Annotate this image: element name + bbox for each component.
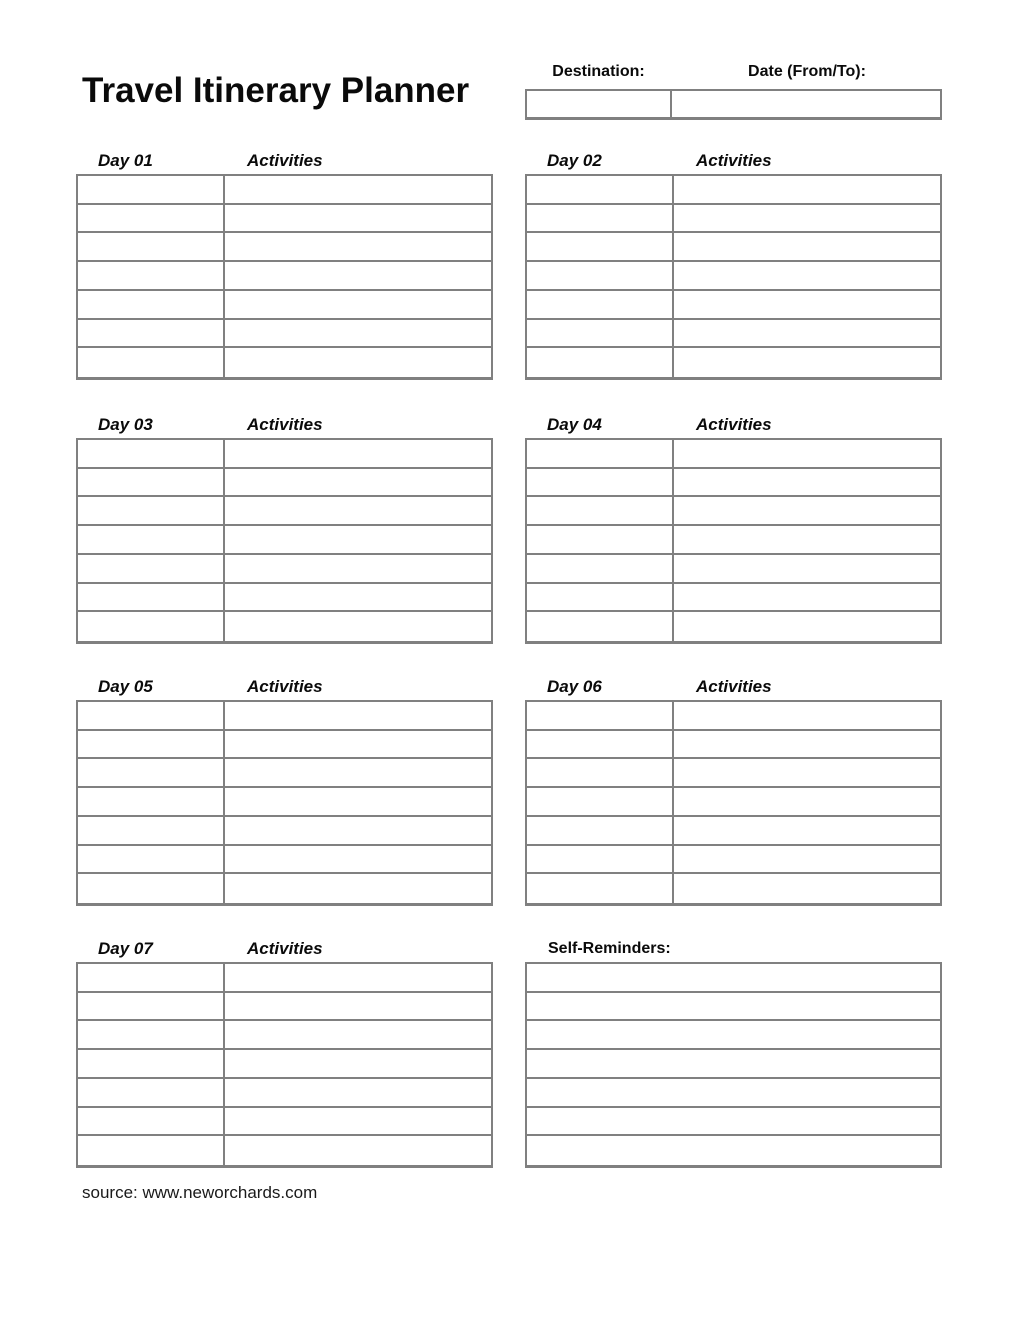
table-row bbox=[527, 262, 940, 291]
table-row bbox=[527, 731, 940, 760]
table-row bbox=[527, 584, 940, 613]
self-reminders-header bbox=[525, 940, 942, 962]
day-01-activity-cell[interactable] bbox=[225, 291, 491, 318]
table-row bbox=[78, 1021, 491, 1050]
day-05-time-cell[interactable] bbox=[78, 788, 225, 815]
self-reminders-line[interactable] bbox=[527, 964, 940, 991]
self-reminders-line[interactable] bbox=[527, 1079, 940, 1106]
day-07-time-cell[interactable] bbox=[78, 1136, 225, 1165]
day-05-header bbox=[76, 678, 493, 700]
day-03-activity-cell[interactable] bbox=[225, 497, 491, 524]
day-02-time-cell[interactable] bbox=[527, 262, 674, 289]
table-row bbox=[78, 702, 491, 731]
day-02-time-cell[interactable] bbox=[527, 205, 674, 232]
day-05-activity-cell[interactable] bbox=[225, 846, 491, 873]
day-05-activity-cell[interactable] bbox=[225, 874, 491, 903]
table-row bbox=[78, 233, 491, 262]
day-04-label: Day 04 bbox=[547, 415, 602, 434]
self-reminders-line[interactable] bbox=[527, 1108, 940, 1135]
day-01-time-cell[interactable] bbox=[78, 291, 225, 318]
table-row bbox=[78, 469, 491, 498]
table-row bbox=[78, 1050, 491, 1079]
table-row bbox=[527, 702, 940, 731]
day-07-activity-cell[interactable] bbox=[225, 1108, 491, 1135]
day-05-time-cell[interactable] bbox=[78, 759, 225, 786]
day-04-time-cell[interactable] bbox=[527, 612, 674, 641]
day-04-time-cell[interactable] bbox=[527, 526, 674, 553]
table-row bbox=[78, 320, 491, 349]
day-07-activity-cell[interactable] bbox=[225, 1079, 491, 1106]
table-row bbox=[527, 233, 940, 262]
day-01-time-cell[interactable] bbox=[78, 320, 225, 347]
day-05-time-cell[interactable] bbox=[78, 846, 225, 873]
table-row bbox=[527, 846, 940, 875]
day-02-header bbox=[525, 152, 942, 174]
day-06-table bbox=[525, 700, 942, 906]
table-row bbox=[78, 817, 491, 846]
table-row bbox=[527, 440, 940, 469]
self-reminders-section bbox=[525, 940, 942, 1168]
table-row bbox=[78, 262, 491, 291]
page-title: Travel Itinerary Planner bbox=[82, 71, 470, 110]
day-03-activity-cell[interactable] bbox=[225, 440, 491, 467]
table-row bbox=[527, 320, 940, 349]
date-label: Date (From/To): bbox=[748, 63, 866, 80]
self-reminders-table bbox=[525, 962, 942, 1168]
day-01-time-cell[interactable] bbox=[78, 262, 225, 289]
day-04-time-cell[interactable] bbox=[527, 469, 674, 496]
table-row bbox=[78, 526, 491, 555]
day-06-activity-cell[interactable] bbox=[674, 874, 940, 903]
day-01-activities-label: Activities bbox=[247, 151, 323, 170]
header-fields-boxes bbox=[525, 89, 942, 120]
day-04-activity-cell[interactable] bbox=[674, 612, 940, 641]
day-04-time-cell[interactable] bbox=[527, 555, 674, 582]
day-05-time-cell[interactable] bbox=[78, 702, 225, 729]
self-reminders-line[interactable] bbox=[527, 993, 940, 1020]
day-03-section bbox=[76, 416, 493, 644]
table-row bbox=[527, 1021, 940, 1050]
table-row bbox=[527, 1050, 940, 1079]
date-input[interactable] bbox=[672, 91, 940, 117]
day-05-activities-label: Activities bbox=[247, 677, 323, 696]
day-04-activity-cell[interactable] bbox=[674, 584, 940, 611]
day-06-time-cell[interactable] bbox=[527, 788, 674, 815]
day-01-time-cell[interactable] bbox=[78, 205, 225, 232]
day-06-activity-cell[interactable] bbox=[674, 846, 940, 873]
day-07-activity-cell[interactable] bbox=[225, 1050, 491, 1077]
day-07-time-cell[interactable] bbox=[78, 1050, 225, 1077]
day-02-time-cell[interactable] bbox=[527, 291, 674, 318]
day-03-time-cell[interactable] bbox=[78, 555, 225, 582]
day-06-time-cell[interactable] bbox=[527, 731, 674, 758]
day-06-activity-cell[interactable] bbox=[674, 702, 940, 729]
table-row bbox=[78, 874, 491, 903]
table-row bbox=[527, 469, 940, 498]
day-05-activity-cell[interactable] bbox=[225, 788, 491, 815]
day-05-time-cell[interactable] bbox=[78, 731, 225, 758]
day-07-activity-cell[interactable] bbox=[225, 993, 491, 1020]
table-row bbox=[78, 497, 491, 526]
day-04-time-cell[interactable] bbox=[527, 440, 674, 467]
table-row bbox=[527, 176, 940, 205]
day-02-time-cell[interactable] bbox=[527, 233, 674, 260]
day-04-activity-cell[interactable] bbox=[674, 497, 940, 524]
table-row bbox=[78, 555, 491, 584]
table-row bbox=[78, 612, 491, 641]
day-01-activity-cell[interactable] bbox=[225, 233, 491, 260]
table-row bbox=[527, 291, 940, 320]
table-row bbox=[78, 964, 491, 993]
day-04-time-cell[interactable] bbox=[527, 584, 674, 611]
day-07-time-cell[interactable] bbox=[78, 1079, 225, 1106]
day-02-activity-cell[interactable] bbox=[674, 176, 940, 203]
table-row bbox=[527, 817, 940, 846]
day-05-activity-cell[interactable] bbox=[225, 702, 491, 729]
table-row bbox=[78, 584, 491, 613]
day-02-time-cell[interactable] bbox=[527, 176, 674, 203]
self-reminders-line[interactable] bbox=[527, 1136, 940, 1165]
day-03-header bbox=[76, 416, 493, 438]
day-01-header bbox=[76, 152, 493, 174]
day-07-activity-cell[interactable] bbox=[225, 1021, 491, 1048]
day-03-time-cell[interactable] bbox=[78, 440, 225, 467]
destination-input[interactable] bbox=[527, 91, 672, 117]
day-01-section bbox=[76, 152, 493, 380]
table-row bbox=[78, 1108, 491, 1137]
day-06-label: Day 06 bbox=[547, 677, 602, 696]
table-row bbox=[78, 348, 491, 377]
day-05-activity-cell[interactable] bbox=[225, 731, 491, 758]
day-03-table bbox=[76, 438, 493, 644]
day-01-time-cell[interactable] bbox=[78, 233, 225, 260]
table-row bbox=[527, 874, 940, 903]
table-row bbox=[78, 291, 491, 320]
day-07-activity-cell[interactable] bbox=[225, 964, 491, 991]
day-06-time-cell[interactable] bbox=[527, 759, 674, 786]
day-02-activity-cell[interactable] bbox=[674, 205, 940, 232]
day-02-activity-cell[interactable] bbox=[674, 262, 940, 289]
table-row bbox=[78, 993, 491, 1022]
day-02-activities-label: Activities bbox=[696, 151, 772, 170]
day-03-time-cell[interactable] bbox=[78, 612, 225, 641]
day-03-activity-cell[interactable] bbox=[225, 584, 491, 611]
table-row bbox=[527, 788, 940, 817]
day-01-activity-cell[interactable] bbox=[225, 320, 491, 347]
day-07-activity-cell[interactable] bbox=[225, 1136, 491, 1165]
self-reminders-line[interactable] bbox=[527, 1021, 940, 1048]
day-07-table bbox=[76, 962, 493, 1168]
day-07-time-cell[interactable] bbox=[78, 964, 225, 991]
day-02-activity-cell[interactable] bbox=[674, 348, 940, 377]
day-05-section bbox=[76, 678, 493, 906]
day-03-activity-cell[interactable] bbox=[225, 555, 491, 582]
table-row bbox=[78, 759, 491, 788]
day-01-activity-cell[interactable] bbox=[225, 176, 491, 203]
table-row bbox=[78, 205, 491, 234]
day-06-activity-cell[interactable] bbox=[674, 731, 940, 758]
day-06-header bbox=[525, 678, 942, 700]
day-06-time-cell[interactable] bbox=[527, 817, 674, 844]
table-row bbox=[527, 1136, 940, 1165]
day-02-time-cell[interactable] bbox=[527, 348, 674, 377]
day-01-time-cell[interactable] bbox=[78, 348, 225, 377]
day-03-time-cell[interactable] bbox=[78, 469, 225, 496]
day-03-time-cell[interactable] bbox=[78, 526, 225, 553]
day-04-activity-cell[interactable] bbox=[674, 469, 940, 496]
day-02-activity-cell[interactable] bbox=[674, 233, 940, 260]
day-07-time-cell[interactable] bbox=[78, 993, 225, 1020]
day-04-table bbox=[525, 438, 942, 644]
table-row bbox=[527, 759, 940, 788]
day-01-activity-cell[interactable] bbox=[225, 348, 491, 377]
day-06-activities-label: Activities bbox=[696, 677, 772, 696]
table-row bbox=[527, 964, 940, 993]
day-06-section bbox=[525, 678, 942, 906]
day-06-time-cell[interactable] bbox=[527, 874, 674, 903]
table-row bbox=[78, 731, 491, 760]
table-row bbox=[78, 176, 491, 205]
self-reminders-label: Self-Reminders: bbox=[548, 940, 671, 957]
day-04-activity-cell[interactable] bbox=[674, 440, 940, 467]
day-07-label: Day 07 bbox=[98, 939, 153, 958]
day-06-time-cell[interactable] bbox=[527, 846, 674, 873]
table-row bbox=[527, 1108, 940, 1137]
table-row bbox=[527, 555, 940, 584]
table-row bbox=[78, 788, 491, 817]
day-05-activity-cell[interactable] bbox=[225, 817, 491, 844]
day-02-table bbox=[525, 174, 942, 380]
day-04-activity-cell[interactable] bbox=[674, 555, 940, 582]
day-01-activity-cell[interactable] bbox=[225, 262, 491, 289]
day-07-time-cell[interactable] bbox=[78, 1108, 225, 1135]
day-04-section bbox=[525, 416, 942, 644]
day-03-activity-cell[interactable] bbox=[225, 612, 491, 641]
day-07-section bbox=[76, 940, 493, 1168]
day-01-table bbox=[76, 174, 493, 380]
source-text: source: www.neworchards.com bbox=[82, 1183, 318, 1202]
day-02-activity-cell[interactable] bbox=[674, 320, 940, 347]
day-02-label: Day 02 bbox=[547, 151, 602, 170]
table-row bbox=[78, 440, 491, 469]
day-03-time-cell[interactable] bbox=[78, 497, 225, 524]
day-04-header bbox=[525, 416, 942, 438]
day-07-activities-label: Activities bbox=[247, 939, 323, 958]
day-06-time-cell[interactable] bbox=[527, 702, 674, 729]
day-04-time-cell[interactable] bbox=[527, 497, 674, 524]
day-05-label: Day 05 bbox=[98, 677, 153, 696]
day-05-activity-cell[interactable] bbox=[225, 759, 491, 786]
day-04-activity-cell[interactable] bbox=[674, 526, 940, 553]
table-row bbox=[78, 1079, 491, 1108]
day-03-activity-cell[interactable] bbox=[225, 469, 491, 496]
table-row bbox=[527, 497, 940, 526]
day-07-time-cell[interactable] bbox=[78, 1021, 225, 1048]
table-row bbox=[527, 526, 940, 555]
day-05-time-cell[interactable] bbox=[78, 874, 225, 903]
day-02-time-cell[interactable] bbox=[527, 320, 674, 347]
table-row bbox=[527, 348, 940, 377]
day-04-activities-label: Activities bbox=[696, 415, 772, 434]
destination-label: Destination: bbox=[552, 63, 645, 80]
day-03-activity-cell[interactable] bbox=[225, 526, 491, 553]
day-02-section bbox=[525, 152, 942, 380]
day-06-activity-cell[interactable] bbox=[674, 817, 940, 844]
day-03-label: Day 03 bbox=[98, 415, 153, 434]
day-06-activity-cell[interactable] bbox=[674, 759, 940, 786]
day-01-label: Day 01 bbox=[98, 151, 153, 170]
table-row bbox=[527, 1079, 940, 1108]
table-row bbox=[527, 993, 940, 1022]
day-01-activity-cell[interactable] bbox=[225, 205, 491, 232]
day-03-activities-label: Activities bbox=[247, 415, 323, 434]
day-02-activity-cell[interactable] bbox=[674, 291, 940, 318]
day-05-table bbox=[76, 700, 493, 906]
day-05-time-cell[interactable] bbox=[78, 817, 225, 844]
day-03-time-cell[interactable] bbox=[78, 584, 225, 611]
table-row bbox=[78, 846, 491, 875]
table-row bbox=[527, 205, 940, 234]
day-01-time-cell[interactable] bbox=[78, 176, 225, 203]
table-row bbox=[78, 1136, 491, 1165]
day-07-header bbox=[76, 940, 493, 962]
day-06-activity-cell[interactable] bbox=[674, 788, 940, 815]
table-row bbox=[527, 612, 940, 641]
self-reminders-line[interactable] bbox=[527, 1050, 940, 1077]
